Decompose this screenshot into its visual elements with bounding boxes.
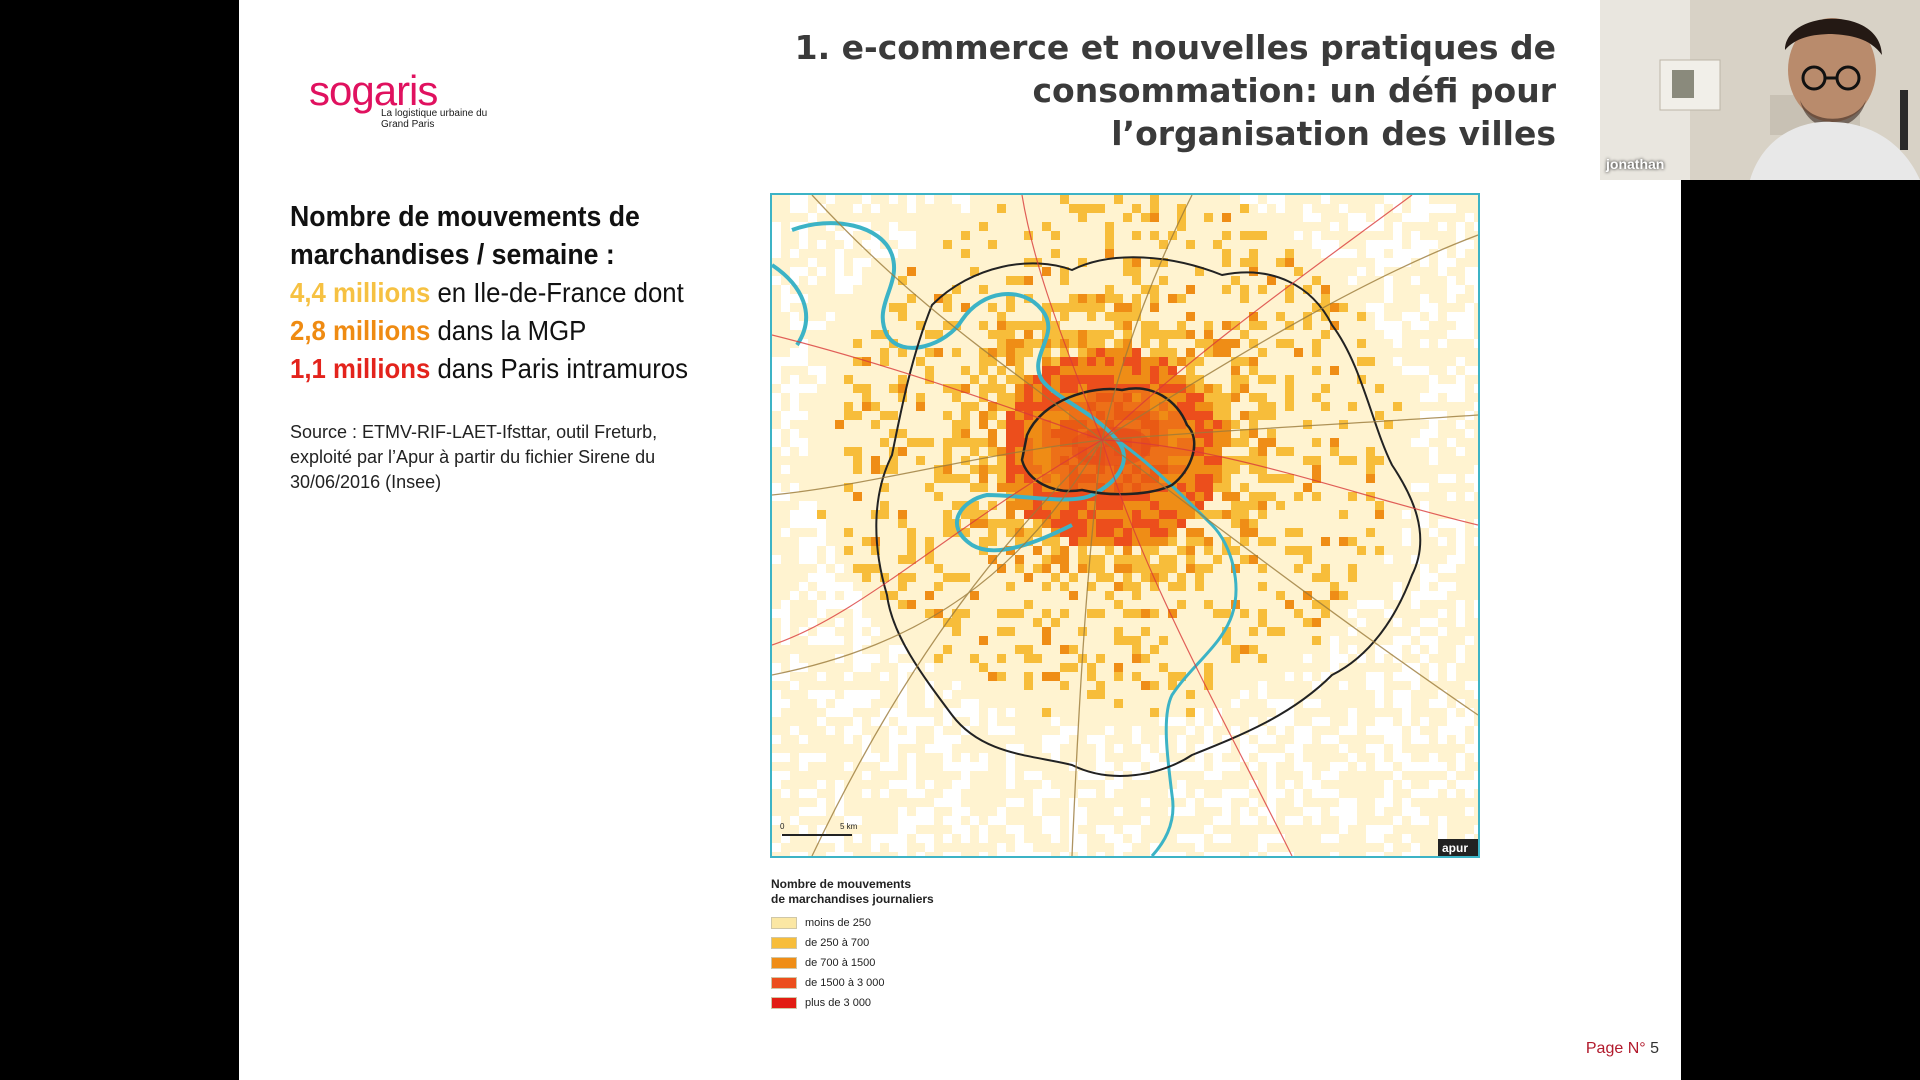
legend-swatch (771, 977, 797, 989)
legend-swatch (771, 997, 797, 1009)
stat-mgp (290, 312, 713, 350)
stat-mgp-number: 2,8 millions (290, 315, 431, 346)
legend-title-line2: de marchandises journaliers (771, 892, 934, 906)
stats-block (290, 198, 750, 388)
page-number-label: Page N° (1585, 1040, 1646, 1057)
legend-item (771, 953, 1031, 973)
legend-label: de 700 à 1500 (805, 957, 876, 969)
legend-item (771, 973, 1031, 993)
logo-tagline: La logistique urbaine du Grand Paris (381, 108, 488, 130)
legend-label: de 1500 à 3 000 (805, 977, 885, 989)
page-number (1586, 1040, 1659, 1058)
density-map (770, 193, 1480, 858)
scale-end-label: 5 km (840, 822, 858, 831)
sogaris-logo (309, 67, 509, 140)
legend-label: moins de 250 (805, 917, 872, 929)
scale-start-label: 0 (780, 822, 785, 831)
legend-swatch (771, 957, 797, 969)
legend-item (771, 913, 1031, 933)
legend-item (771, 993, 1031, 1013)
page-number-value: 5 (1650, 1040, 1659, 1057)
map-legend (771, 877, 1031, 1013)
stat-idf (290, 274, 713, 312)
webcam-tile[interactable] (1600, 0, 1920, 180)
credit-label: apur (1442, 841, 1469, 855)
stats-heading-line1: Nombre de mouvements de (290, 201, 640, 233)
webcam-video (1600, 0, 1920, 180)
stat-paris-text: dans Paris intramuros (430, 353, 689, 384)
source-note: Source : ETMV-RIF-LAET-Ifsttar, outil Freturb, exploité par l’Apur à partir du fichier Sirene du 30/06/2016 (Insee) (290, 422, 658, 492)
stat-mgp-text: dans la MGP (430, 315, 587, 346)
stat-idf-text: en Ile-de-France dont (430, 277, 684, 308)
logo-wordmark: sogaris (309, 67, 438, 114)
stat-paris-number: 1,1 millions (290, 353, 431, 384)
presentation-slide (239, 0, 1681, 1080)
legend-label: de 250 à 700 (805, 937, 870, 949)
slide-title: 1. e-commerce et nouvelles pratiques de consommation: un défi pour l’organisation des villes (794, 28, 1556, 153)
legend-title-line1: Nombre de mouvements (771, 877, 912, 891)
legend-swatch (771, 937, 797, 949)
legend-swatch (771, 917, 797, 929)
legend-label: plus de 3 000 (805, 997, 872, 1009)
stat-paris (290, 350, 713, 388)
map-graphic (772, 195, 1478, 856)
legend-item (771, 933, 1031, 953)
participant-name: jonathan (1606, 156, 1665, 172)
stats-heading-line2: marchandises / semaine : (290, 239, 615, 271)
stat-idf-number: 4,4 millions (290, 277, 431, 308)
